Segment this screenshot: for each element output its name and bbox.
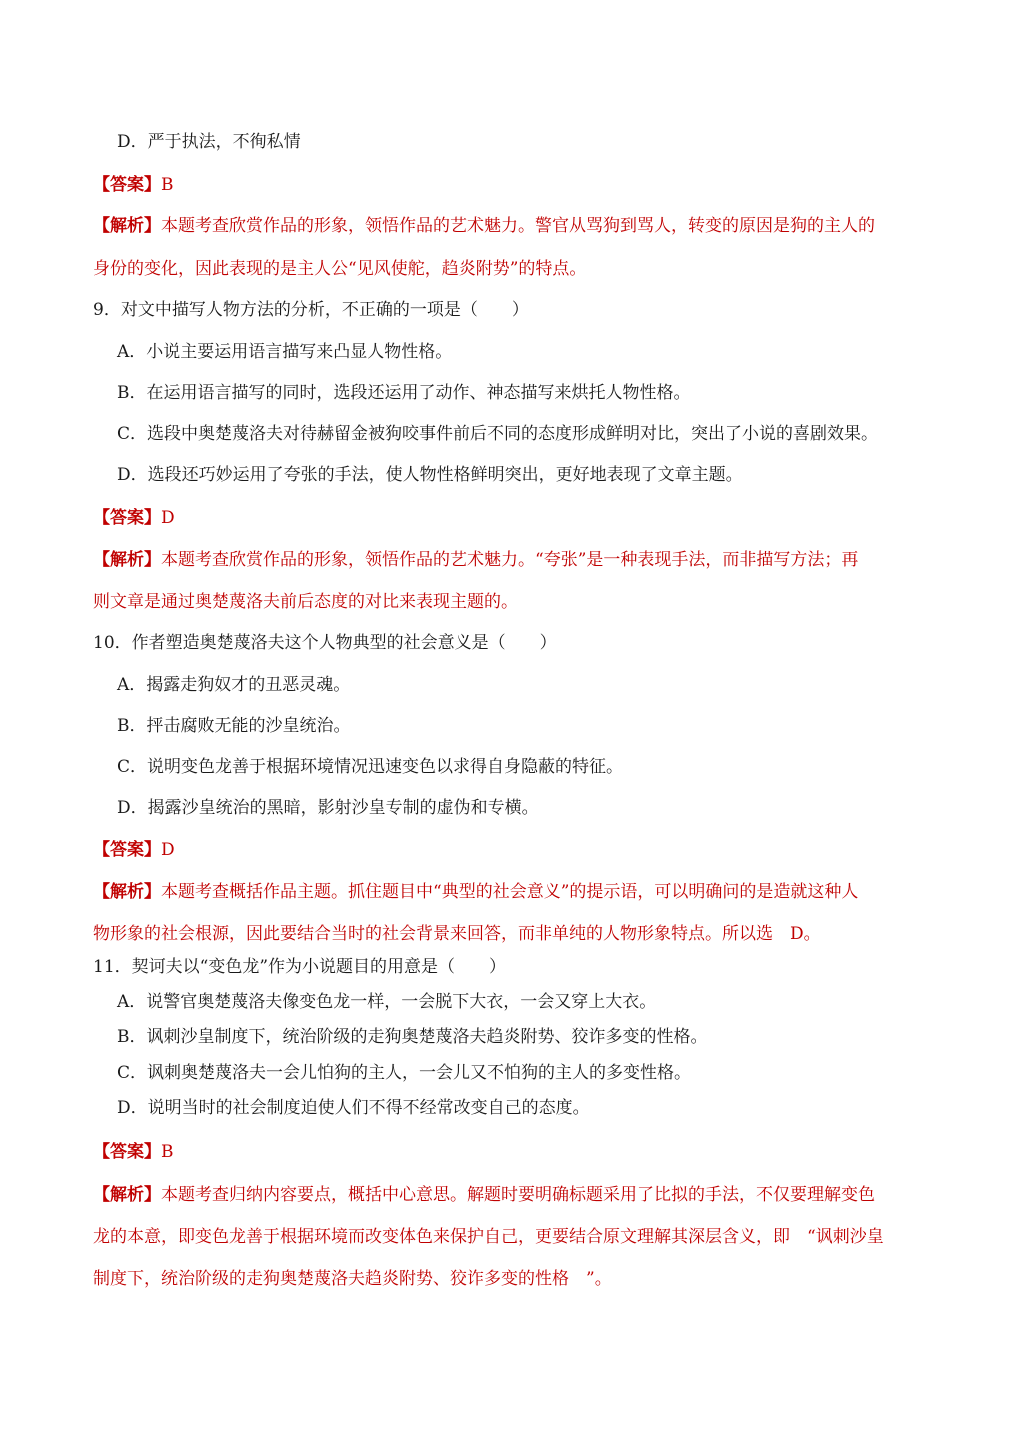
answer-value: D — [161, 840, 175, 860]
option-text: 抨击腐败无能的沙皇统治。 — [146, 716, 351, 736]
explanation-line — [93, 215, 875, 237]
option-c — [117, 756, 623, 778]
explanation-line — [93, 549, 858, 571]
explanation-text: 本题考查欣赏作品的形象，领悟作品的艺术魅力。“夸张”是一种表现手法，而非描写方法；再 — [161, 550, 859, 570]
question-stem: 10．作者塑造奥楚蔑洛夫这个人物典型的社会意义是（ ） — [93, 633, 557, 653]
explanation-line — [93, 258, 586, 280]
answer-label: 【答案】 — [93, 508, 161, 528]
explanation-line — [93, 591, 518, 613]
explanation-line — [93, 1226, 884, 1248]
option-letter: A． — [117, 992, 147, 1012]
option-c — [117, 423, 878, 445]
option-letter: A． — [117, 342, 147, 362]
question-stem: 9．对文中描写人物方法的分析，不正确的一项是（ ） — [93, 300, 529, 320]
option-c — [117, 1062, 691, 1084]
option-b — [117, 1026, 708, 1048]
answer-value: B — [161, 1142, 174, 1162]
explanation-label: 【解析】 — [93, 1185, 161, 1205]
answer-value: B — [161, 175, 174, 195]
option-letter: D． — [117, 798, 148, 818]
answer-value: D — [161, 508, 175, 528]
explanation-label: 【解析】 — [93, 550, 161, 570]
option-text: 揭露走狗奴才的丑恶灵魂。 — [146, 675, 351, 695]
answer-label: 【答案】 — [93, 1142, 161, 1162]
option-letter: A． — [117, 675, 147, 695]
option-text: 严于执法，不徇私情 — [147, 132, 301, 152]
option-text: 揭露沙皇统治的黑暗，影射沙皇专制的虚伪和专横。 — [147, 798, 539, 818]
explanation-text: 身份的变化，因此表现的是主人公“见风使舵，趋炎附势”的特点。 — [93, 259, 587, 279]
option-b — [117, 382, 691, 404]
option-a — [117, 674, 350, 696]
option-d — [117, 797, 539, 819]
explanation-text: 本题考查欣赏作品的形象，领悟作品的艺术魅力。警官从骂狗到骂人，转变的原因是狗的主人的 — [161, 216, 875, 236]
explanation-line — [93, 1268, 612, 1290]
explanation-text: 龙的本意，即变色龙善于根据环境而改变体色来保护自己，更要结合原文理解其深层含义，即 “讽刺沙皇 — [93, 1227, 884, 1247]
explanation-label: 【解析】 — [93, 216, 161, 236]
option-a — [117, 341, 452, 363]
option-text: 说明变色龙善于根据环境情况迅速变色以求得自身隐蔽的特征。 — [147, 757, 624, 777]
option-a — [117, 991, 656, 1013]
option-text: 选段还巧妙运用了夸张的手法，使人物性格鲜明突出，更好地表现了文章主题。 — [147, 465, 743, 485]
answer-line — [93, 839, 175, 861]
option-letter: D． — [117, 465, 148, 485]
option-letter: C． — [117, 424, 148, 444]
option-text: 讽刺沙皇制度下，统治阶级的走狗奥楚蔑洛夫趋炎附势、狡诈多变的性格。 — [146, 1027, 708, 1047]
option-letter: B． — [117, 716, 147, 736]
option-letter: C． — [117, 1063, 148, 1083]
answer-line — [93, 1141, 174, 1163]
option-text: 选段中奥楚蔑洛夫对待赫留金被狗咬事件前后不同的态度形成鲜明对比，突出了小说的喜剧效果。 — [147, 424, 879, 444]
explanation-label: 【解析】 — [93, 882, 161, 902]
option-letter: C． — [117, 757, 148, 777]
answer-line — [93, 174, 174, 196]
option-b — [117, 715, 351, 737]
option-text: 说警官奥楚蔑洛夫像变色龙一样，一会脱下大衣，一会又穿上大衣。 — [146, 992, 657, 1012]
explanation-text: 则文章是通过奥楚蔑洛夫前后态度的对比来表现主题的。 — [93, 592, 518, 612]
option-letter: B． — [117, 383, 147, 403]
answer-label: 【答案】 — [93, 840, 161, 860]
question-stem: 11．契诃夫以“变色龙”作为小说题目的用意是（ ） — [93, 957, 507, 977]
answer-line — [93, 507, 175, 529]
option-text: 说明当时的社会制度迫使人们不得不经常改变自己的态度。 — [147, 1098, 590, 1118]
option-d — [117, 131, 301, 153]
explanation-text: 制度下，统治阶级的走狗奥楚蔑洛夫趋炎附势、狡诈多变的性格 ”。 — [93, 1269, 612, 1289]
explanation-text: 本题考查概括作品主题。抓住题目中“典型的社会意义”的提示语，可以明确问的是造就这种人 — [161, 882, 859, 902]
option-text: 在运用语言描写的同时，选段还运用了动作、神态描写来烘托人物性格。 — [146, 383, 691, 403]
explanation-line — [93, 923, 821, 945]
option-text: 讽刺奥楚蔑洛夫一会儿怕狗的主人，一会儿又不怕狗的主人的多变性格。 — [147, 1063, 692, 1083]
option-letter: D． — [117, 1098, 148, 1118]
option-text: 小说主要运用语言描写来凸显人物性格。 — [146, 342, 453, 362]
explanation-line — [93, 1184, 875, 1206]
answer-label: 【答案】 — [93, 175, 161, 195]
option-d — [117, 464, 743, 486]
explanation-line — [93, 881, 858, 903]
option-letter: D． — [117, 132, 148, 152]
option-letter: B． — [117, 1027, 147, 1047]
option-d — [117, 1097, 590, 1119]
explanation-text: 本题考查归纳内容要点，概括中心意思。解题时要明确标题采用了比拟的手法，不仅要理解变色 — [161, 1185, 875, 1205]
explanation-text: 物形象的社会根源，因此要结合当时的社会背景来回答，而非单纯的人物形象特点。所以选 D。 — [93, 924, 821, 944]
